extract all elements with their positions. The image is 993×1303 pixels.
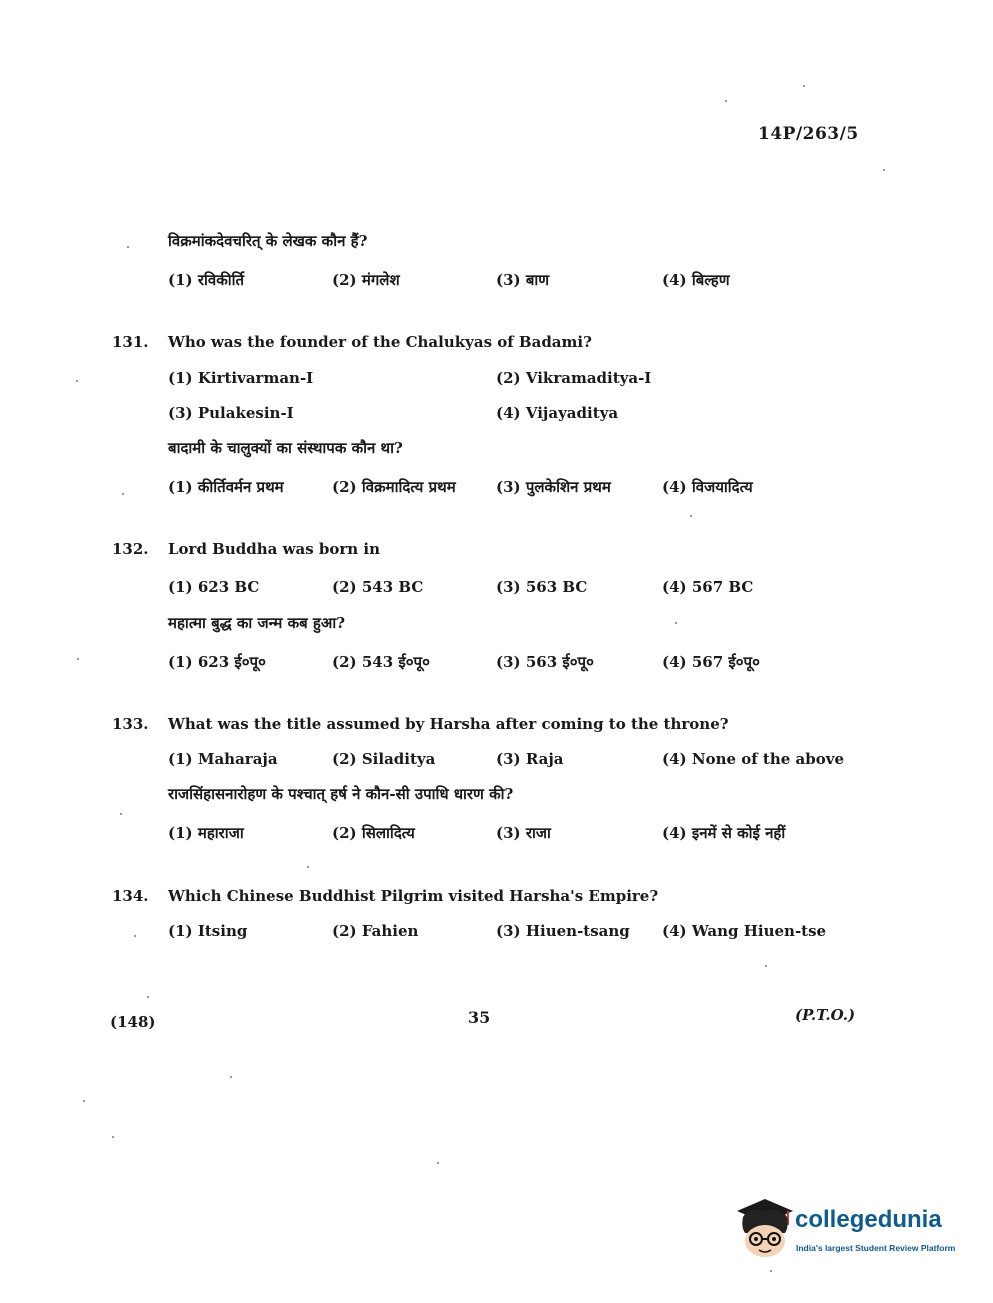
q130-question-hi: विक्रमांकदेवचरित् के लेखक कौन हैं? (168, 232, 368, 250)
question-number: 134. (112, 887, 149, 905)
q130-option-1-hi: (1) रविकीर्ति (168, 271, 245, 289)
q131-option-2-hi: (2) विक्रमादित्य प्रथम (332, 478, 456, 496)
q133-option-3-hi: (3) राजा (496, 824, 551, 842)
q133-option-2-en: (2) Siladitya (332, 750, 436, 768)
q131-option-4-hi: (4) विजयादित्य (662, 478, 753, 496)
q134-option-1-en: (1) Itsing (168, 922, 248, 940)
q133-question-en: What was the title assumed by Harsha after coming to the throne? (168, 715, 729, 733)
watermark-brand: collegedunia (795, 1206, 942, 1233)
q132-option-4-en: (4) 567 BC (662, 578, 754, 596)
q131-option-2-en: (2) Vikramaditya-I (496, 369, 652, 387)
q134-option-4-en: (4) Wang Hiuen-tse (662, 922, 827, 940)
q133-option-3-en: (3) Raja (496, 750, 564, 768)
q130-option-3-hi: (3) बाण (496, 271, 550, 289)
q132-option-1-hi: (1) 623 ई०पू० (168, 653, 266, 671)
q132-question-en: Lord Buddha was born in (168, 540, 380, 558)
q133-option-1-en: (1) Maharaja (168, 750, 278, 768)
q132-option-3-en: (3) 563 BC (496, 578, 588, 596)
q134-question-en: Which Chinese Buddhist Pilgrim visited Harsha's Empire? (168, 887, 659, 905)
q131-question-hi: बादामी के चालुक्यों का संस्थापक कौन था? (168, 439, 403, 457)
q133-option-4-en: (4) None of the above (662, 750, 844, 768)
q133-option-4-hi: (4) इनमें से कोई नहीं (662, 824, 786, 842)
q131-option-3-hi: (3) पुलकेशिन प्रथम (496, 478, 611, 496)
q131-question-en: Who was the founder of the Chalukyas of Badami? (168, 333, 592, 351)
q132-option-3-hi: (3) 563 ई०पू० (496, 653, 594, 671)
q132-option-2-hi: (2) 543 ई०पू० (332, 653, 430, 671)
q131-option-1-hi: (1) कीर्तिवर्मन प्रथम (168, 478, 284, 496)
q132-question-hi: महात्मा बुद्ध का जन्म कब हुआ? (168, 614, 345, 632)
q132-option-1-en: (1) 623 BC (168, 578, 260, 596)
question-number: 131. (112, 333, 149, 351)
question-number: 132. (112, 540, 149, 558)
q130-option-4-hi: (4) बिल्हण (662, 271, 730, 289)
q132-option-2-en: (2) 543 BC (332, 578, 424, 596)
q134-option-2-en: (2) Fahien (332, 922, 419, 940)
page-number: 35 (468, 1008, 491, 1027)
q130-option-2-hi: (2) मंगलेश (332, 271, 400, 289)
q132-option-4-hi: (4) 567 ई०पू० (662, 653, 760, 671)
q131-option-1-en: (1) Kirtivarman-I (168, 369, 314, 387)
paper-code: 14P/263/5 (758, 124, 859, 144)
question-number: 133. (112, 715, 149, 733)
watermark-tagline: India's largest Student Review Platform (796, 1243, 956, 1253)
pto-label: (P.T.O.) (795, 1006, 856, 1024)
q133-question-hi: राजसिंहासनारोहण के पश्चात् हर्ष ने कौन-सी उपाधि धारण की? (168, 785, 514, 803)
q133-option-2-hi: (2) सिलादित्य (332, 824, 415, 842)
q131-option-3-en: (3) Pulakesin-I (168, 404, 294, 422)
q134-option-3-en: (3) Hiuen-tsang (496, 922, 630, 940)
q133-option-1-hi: (1) महाराजा (168, 824, 244, 842)
footer-code: (148) (110, 1013, 156, 1031)
q131-option-4-en: (4) Vijayaditya (496, 404, 619, 422)
